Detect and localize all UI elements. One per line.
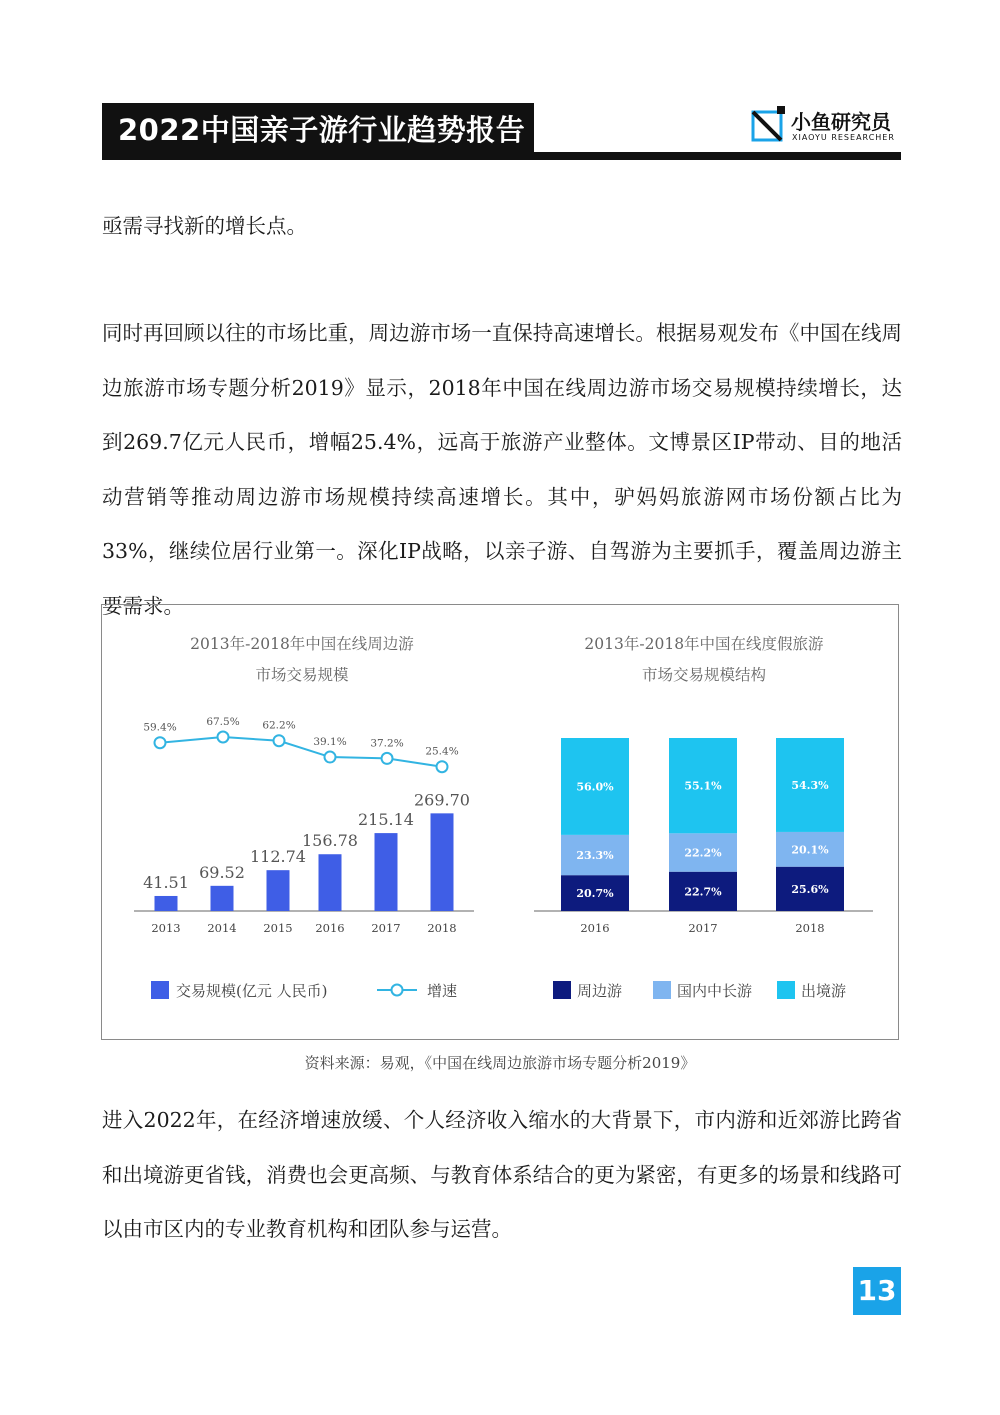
right-chart-segment-label: 56.0%	[576, 780, 614, 794]
page-number: 13	[853, 1267, 901, 1315]
logo-mark-icon	[751, 106, 785, 144]
left-chart-x-tick: 2016	[315, 921, 345, 935]
right-legend-swatch	[777, 981, 795, 999]
paragraph-3: 进入2022年，在经济增速放缓、个人经济收入缩水的大背景下，市内游和近郊游比跨省和出境游更省钱，消费也会更高频、与教育体系结合的更为紧密，有更多的场景和线路可以由市区内的专业教育机构和团队参与运营。	[102, 1108, 902, 1241]
left-chart-bar-label: 41.51	[143, 872, 189, 892]
charts-svg	[102, 605, 898, 1039]
left-chart-x-tick: 2018	[427, 921, 457, 935]
right-chart-x-tick: 2016	[580, 921, 610, 935]
left-chart-bar-label: 215.14	[358, 810, 414, 830]
right-legend-label: 国内中长游	[677, 982, 753, 1000]
right-chart-segment-label: 22.7%	[684, 885, 722, 899]
right-legend-label: 周边游	[577, 982, 623, 1000]
left-legend-bar-label: 交易规模(亿元 人民币)	[176, 982, 328, 1000]
left-chart-bar	[319, 854, 342, 911]
right-chart-x-tick: 2017	[688, 921, 718, 935]
left-chart-growth-point	[382, 753, 393, 764]
logo-name: 小鱼研究员	[791, 110, 891, 134]
left-chart-growth-label: 25.4%	[425, 745, 459, 758]
left-chart-x-tick: 2015	[263, 921, 293, 935]
left-chart-growth-point	[155, 737, 166, 748]
right-chart-x-tick: 2018	[795, 921, 825, 935]
left-chart-bar-label: 69.52	[199, 862, 245, 882]
left-chart-bar	[267, 870, 290, 911]
right-chart-segment-label: 22.2%	[684, 846, 722, 860]
left-chart-growth-label: 59.4%	[143, 721, 177, 734]
right-chart-segment-label: 25.6%	[791, 882, 829, 896]
paragraph-2: 同时再回顾以往的市场比重，周边游市场一直保持高速增长。根据易观发布《中国在线周边旅游市场专题分析2019》显示，2018年中国在线周边游市场交易规模持续增长，达到269.7亿元人民币，增幅25.4%，远高于旅游产业整体。文博景区IP带动、目的地活动营销等推动周边游市场规模持续高速增长。其中，驴妈妈旅游网市场份额占比为33%，继续位居行业第一。深化IP战略，以亲子游、自驾游为主要抓手，覆盖周边游主要需求。	[102, 321, 902, 618]
left-chart-x-tick: 2014	[207, 921, 237, 935]
left-legend-bar-swatch	[151, 981, 169, 999]
logo-subtitle: XIAOYU RESEARCHER	[792, 133, 895, 142]
source-note: 资料来源：易观，《中国在线周边旅游市场专题分析2019》	[304, 1054, 696, 1072]
left-legend-line-label: 增速	[427, 982, 458, 1000]
right-chart-title: 市场交易规模结构	[641, 666, 767, 684]
left-chart-x-tick: 2017	[371, 921, 401, 935]
left-chart-growth-label: 39.1%	[313, 736, 347, 749]
left-chart-title: 2013年-2018年中国在线周边游	[190, 635, 414, 653]
left-chart-x-tick: 2013	[151, 921, 181, 935]
report-title: 2022中国亲子游行业趋势报告	[102, 103, 534, 158]
left-chart-bar-label: 156.78	[302, 831, 358, 851]
left-chart-growth-label: 37.2%	[370, 737, 404, 750]
left-chart-growth-point	[325, 752, 336, 763]
left-chart-bar	[375, 833, 398, 911]
left-chart-growth-label: 62.2%	[262, 719, 296, 732]
right-chart-segment-label: 23.3%	[576, 849, 614, 863]
left-chart-growth-point	[218, 732, 229, 743]
left-chart-bar-label: 269.70	[414, 790, 470, 810]
left-chart-title: 市场交易规模	[255, 666, 349, 684]
left-chart-bar	[431, 813, 454, 911]
right-chart-segment-label: 55.1%	[684, 779, 722, 793]
chart-figure	[101, 604, 899, 1040]
left-chart-bar	[155, 896, 178, 911]
left-chart-growth-point	[274, 735, 285, 746]
left-chart-growth-point	[437, 761, 448, 772]
left-legend-line-marker	[392, 985, 403, 996]
logo	[751, 104, 901, 146]
header-rule	[102, 152, 901, 160]
right-chart-segment-label: 20.1%	[791, 843, 829, 857]
left-chart-bar	[211, 886, 234, 911]
right-chart-segment-label: 54.3%	[791, 778, 829, 792]
right-legend-swatch	[553, 981, 571, 999]
paragraph-1: 亟需寻找新的增长点。	[102, 214, 307, 238]
right-chart-segment-label: 20.7%	[576, 887, 614, 901]
right-chart-title: 2013年-2018年中国在线度假旅游	[584, 635, 824, 653]
right-legend-swatch	[653, 981, 671, 999]
left-chart-growth-label: 67.5%	[206, 716, 240, 728]
left-chart-bar-label: 112.74	[250, 847, 306, 867]
right-legend-label: 出境游	[801, 982, 847, 1000]
